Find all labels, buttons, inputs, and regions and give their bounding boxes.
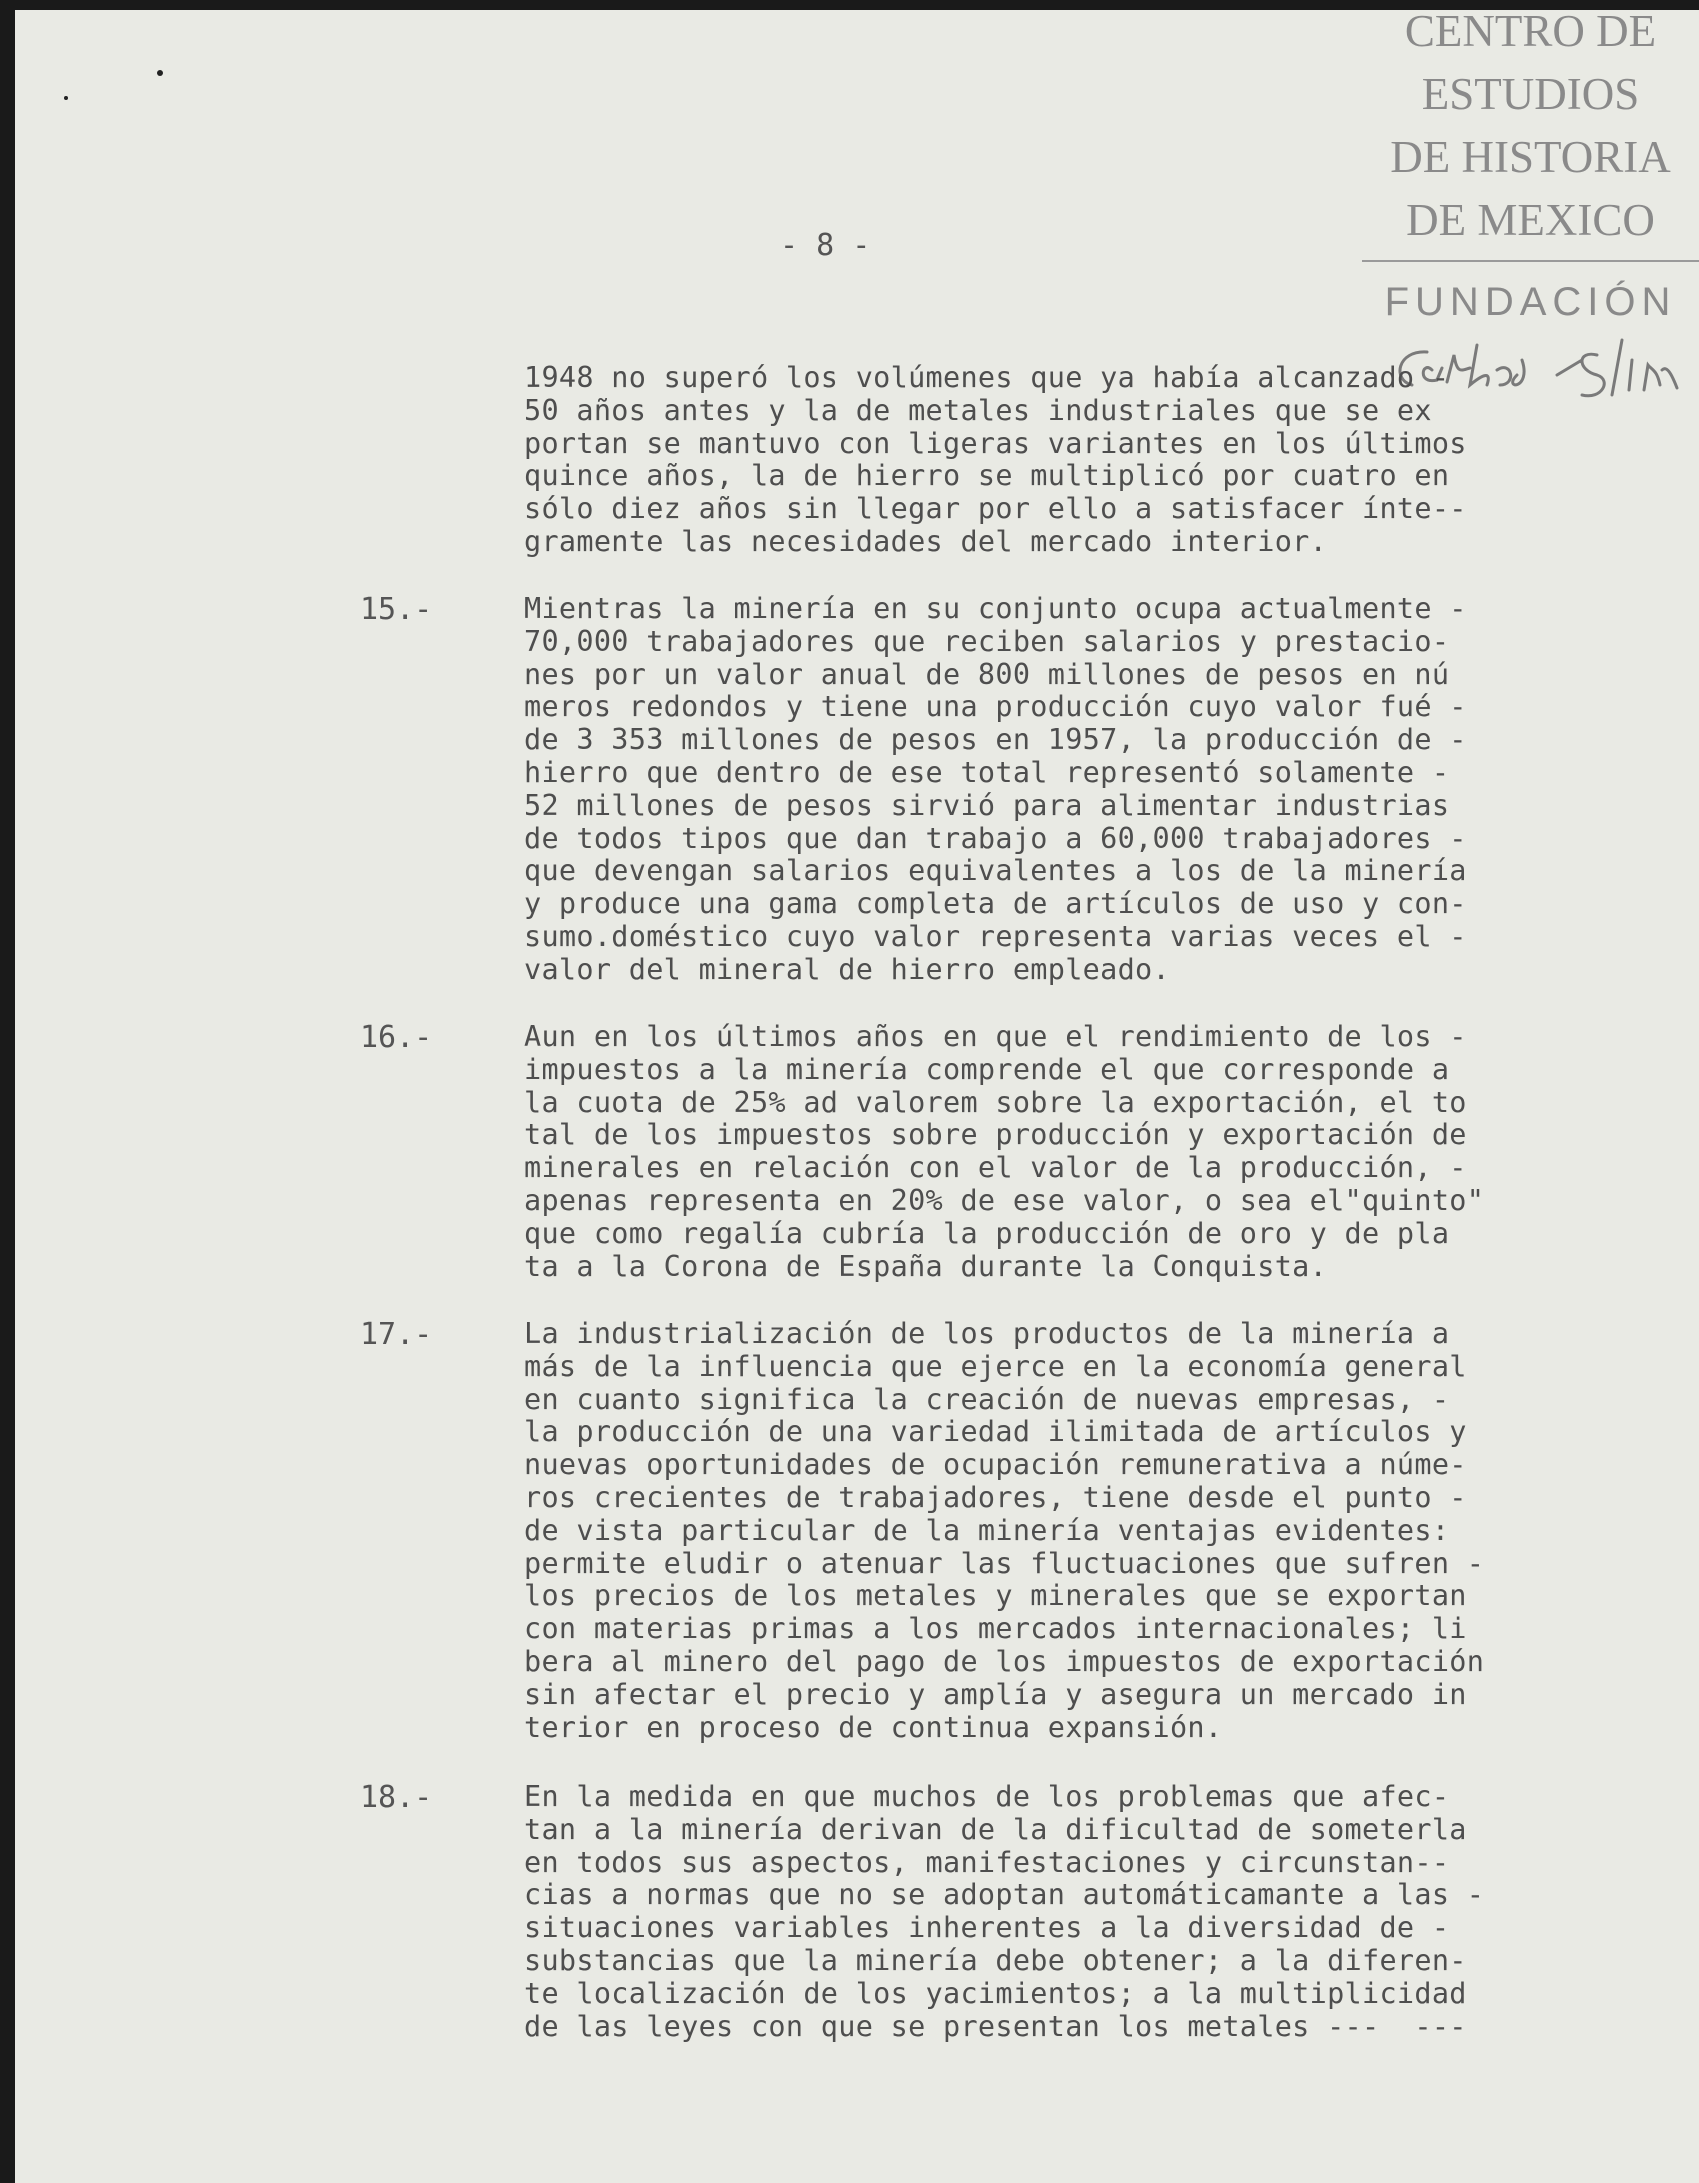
watermark-foundation: FUNDACIÓN [1384,280,1677,324]
page-number: - 8 - [780,228,871,263]
paragraph-number: 17.- [360,1317,433,1352]
paragraph-number: 15.- [360,592,433,627]
paragraph-text: La industrialización de los productos de la minería a más de la influencia que ejerce en la economía general en cuanto significa la creación de nuevas empresas, - la producción de una variedad ilimitada de artículos y nuevas oportunidades de ocupación remunerativa a núme- ros crecientes de trabajadores, tiene desde el punto - de vista particular de la minería ventajas evidentes: permite eludir o atenuar las fluctuaciones que sufren - los precios de los metales y minerales que se exportan con materias primas a los mercados internacionales; li bera al minero del pago de los impuestos de exportación sin afectar el precio y amplía y asegura un mercado in terior en proceso de continua expansión. [524,1317,1485,1744]
paragraph-text: Aun en los últimos años en que el rendimiento de los - impuestos a la minería comprende el que corresponde a la cuota de 25% ad valorem sobre la exportación, el to tal de los impuestos sobre producción y exportación de minerales en relación con el valor de la producción, - apenas representa en 20% de ese valor, o sea el"quinto" que como regalía cubría la producción de oro y de pla ta a la Corona de España durante la Conquista. [524,1020,1485,1283]
watermark-line: ESTUDIOS [1421,69,1640,119]
watermark-line: DE HISTORIA [1390,132,1671,182]
archive-watermark [1362,0,1699,420]
paragraph-number: 16.- [360,1020,433,1055]
watermark-line: CENTRO DE [1404,6,1657,56]
speck-mark [157,70,163,76]
watermark-line: DE MEXICO [1406,195,1655,245]
watermark-divider [1362,260,1699,262]
paragraph-number: 18.- [360,1780,433,1815]
paragraph-text: 1948 no superó los volúmenes que ya había alcanzado - 50 años antes y la de metales industriales que se ex portan se mantuvo con ligeras variantes en los últimos quince años, la de hierro se multiplicó por cuatro en sólo diez años sin llegar por ello a satisfacer ínte-- gramente las necesidades del mercado interior. [524,361,1467,558]
speck-mark [64,96,68,100]
paragraph-text: Mientras la minería en su conjunto ocupa actualmente - 70,000 trabajadores que reciben salarios y prestacio- nes por un valor anual de 800 millones de pesos en nú meros redondos y tiene una producción cuyo valor fué - de 3 353 millones de pesos en 1957, la producción de - hierro que dentro de ese total representó solamente - 52 millones de pesos sirvió para alimentar industrias de todos tipos que dan trabajo a 60,000 trabajadores - que devengan salarios equivalentes a los de la minería y produce una gama completa de artículos de uso y con- sumo.doméstico cuyo valor representa varias veces el - valor del mineral de hierro empleado. [524,592,1467,986]
paragraph-text: En la medida en que muchos de los problemas que afec- tan a la minería derivan de la dificultad de someterla en todos sus aspectos, manifestaciones y circunstan-- cias a normas que no se adoptan automáticamante a las - situaciones variables inherentes a la diversidad de - substancias que la minería debe obtener; a la diferen- te localización de los yacimientos; a la multiplicidad de las leyes con que se presentan los metales --- --- [524,1780,1485,2043]
